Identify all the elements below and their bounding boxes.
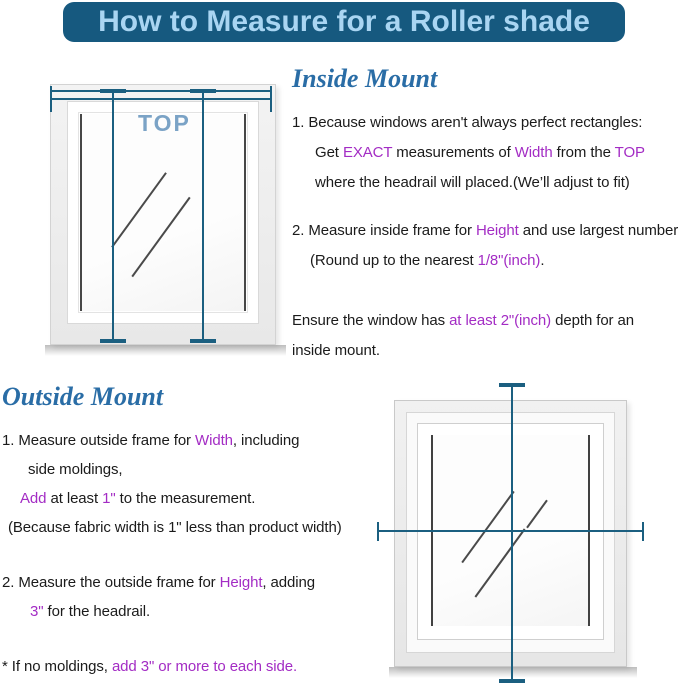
inside-mount-heading: Inside Mount — [292, 64, 438, 93]
text-segment: (Round up to the nearest — [310, 252, 478, 269]
text-segment: (Because fabric width is 1" less than product width) — [8, 519, 342, 536]
outside-mount-heading: Outside Mount — [2, 382, 164, 411]
window-sill-shadow — [389, 667, 637, 678]
outside-step-1 — [2, 426, 372, 542]
text-segment: Get — [315, 144, 343, 161]
highlighted-text: 1" — [102, 490, 116, 507]
highlighted-text: 1/8"(inch) — [477, 252, 541, 269]
highlighted-text: Add — [20, 490, 47, 507]
top-label: TOP — [138, 110, 191, 136]
highlighted-text: TOP — [614, 144, 645, 161]
cross-measurement-overlay — [394, 400, 627, 667]
text-segment: from the — [552, 144, 615, 161]
text-segment: 2. Measure the outside frame for — [2, 574, 220, 591]
highlighted-text: Width — [514, 144, 553, 161]
instruction-line — [2, 484, 372, 513]
measure-t-cap — [499, 383, 525, 387]
width-measure-line-lower — [50, 98, 272, 100]
measure-t-cap — [100, 339, 126, 343]
height-measure-line-right — [202, 90, 204, 342]
text-segment: at least — [46, 490, 103, 507]
measure-end-cap-right — [642, 522, 644, 541]
instruction-line — [292, 108, 679, 138]
text-segment: measurements of — [392, 144, 515, 161]
highlighted-text: Height — [475, 222, 519, 239]
highlighted-text: at least 2"(inch) — [449, 312, 552, 329]
instruction-line — [292, 138, 679, 168]
text-segment: inside mount. — [292, 342, 380, 359]
highlighted-text: add 3" or more to each side. — [111, 658, 298, 675]
inside-step-2 — [292, 216, 679, 276]
inside-step-1 — [292, 108, 679, 198]
instruction-line — [292, 306, 679, 336]
highlighted-text: 3" — [30, 603, 44, 620]
width-measure-line — [377, 530, 644, 532]
outside-step-2 — [2, 568, 372, 626]
inside-mount-section — [292, 62, 679, 366]
instruction-line — [2, 568, 372, 597]
measure-t-cap — [190, 339, 216, 343]
instruction-line — [2, 652, 372, 681]
instruction-line — [2, 513, 372, 542]
measure-t-cap — [190, 89, 216, 93]
instruction-line — [292, 336, 679, 366]
instruction-line — [292, 246, 679, 276]
text-segment: and use largest number — [518, 222, 679, 239]
title-banner — [63, 2, 625, 42]
outside-mount-section — [2, 380, 372, 681]
inside-depth-note — [292, 306, 679, 366]
measure-t-cap — [499, 679, 525, 683]
instruction-line — [292, 216, 679, 246]
height-measure-line-left — [112, 90, 114, 342]
instruction-line — [2, 597, 372, 626]
text-segment: Ensure the window has — [292, 312, 450, 329]
instruction-line — [292, 168, 679, 198]
highlighted-text: EXACT — [342, 144, 393, 161]
width-measure-line-upper — [50, 90, 272, 92]
text-segment: 1. Because windows aren't always perfect rectangles: — [292, 114, 643, 131]
instruction-line — [2, 455, 372, 484]
text-segment: for the headrail. — [43, 603, 151, 620]
height-measure-line — [511, 385, 513, 681]
highlighted-text: Height — [219, 574, 263, 591]
highlighted-text: Width — [195, 432, 233, 449]
page-title: How to Measure for a Roller shade — [98, 5, 590, 38]
no-moldings-footnote — [2, 652, 372, 681]
text-segment: , including — [232, 432, 300, 449]
text-segment: * If no moldings, — [2, 658, 112, 675]
text-segment: side moldings, — [28, 461, 123, 478]
text-segment: . — [540, 252, 545, 269]
window-sill-shadow — [45, 345, 286, 356]
inside-mount-window-diagram — [50, 84, 276, 345]
text-segment: to the measurement. — [115, 490, 256, 507]
measure-t-cap — [100, 89, 126, 93]
text-segment: 2. Measure inside frame for — [292, 222, 476, 239]
instruction-line — [2, 426, 372, 455]
text-segment: where the headrail will placed.(We’ll adjust to fit) — [315, 174, 630, 191]
measure-end-cap-left — [377, 522, 379, 541]
text-segment: , adding — [262, 574, 316, 591]
text-segment: depth for an — [551, 312, 635, 329]
text-segment: 1. Measure outside frame for — [2, 432, 196, 449]
outside-mount-window-diagram — [394, 400, 627, 667]
